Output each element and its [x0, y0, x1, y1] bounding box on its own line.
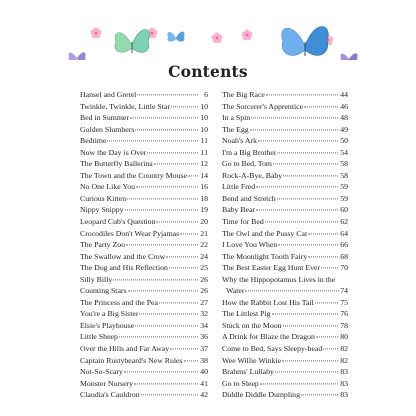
toc-entry: [80, 101, 208, 113]
dot-leader: [251, 117, 338, 118]
dot-leader: [321, 268, 338, 269]
toc-entry: [222, 181, 348, 193]
dot-leader: [134, 383, 198, 384]
dot-leader: [154, 164, 198, 165]
toc-entry-page: 22: [200, 240, 208, 250]
toc-entry-title: Bedtime: [80, 136, 107, 146]
toc-entry: [222, 193, 348, 205]
toc-entry-title: I Love You When: [222, 240, 278, 250]
dot-leader: [159, 302, 198, 303]
toc-entry-page: 74: [340, 286, 348, 296]
toc-entry: [80, 331, 208, 343]
toc-entry-page: 83: [340, 390, 348, 400]
toc-entry-page: 32: [200, 309, 208, 319]
toc-entry: [222, 355, 348, 367]
toc-entry-page: 58: [340, 159, 348, 169]
toc-entry: [80, 239, 208, 251]
toc-entry-page: 26: [200, 274, 208, 284]
toc-entry: [222, 228, 348, 240]
dot-leader: [119, 337, 198, 338]
toc-entry-page: 70: [340, 263, 348, 273]
toc-entry-title: Monster Nursery: [80, 378, 134, 388]
toc-entry: [80, 193, 208, 205]
toc-entry-title: The Butterfly Ballerina: [80, 159, 153, 169]
dot-leader: [128, 291, 198, 292]
toc-entry: [80, 320, 208, 332]
dot-leader: [135, 129, 198, 130]
toc-entry-title: Bed in Summer: [80, 113, 129, 123]
toc-entry-page: 16: [200, 182, 208, 192]
toc-entry: [222, 320, 348, 332]
toc-entry-title: The Town and the Country Mouse: [80, 170, 187, 180]
toc-entry: [222, 158, 348, 170]
toc-entry-page: 25: [200, 263, 208, 273]
toc-entry: [80, 170, 208, 182]
toc-entry-page: 18: [200, 193, 208, 203]
butterfly-icon: [68, 52, 85, 60]
toc-entry-title: Twinkle, Twinkle, Little Star: [80, 101, 170, 111]
toc-entry-page: 60: [340, 205, 348, 215]
toc-entry: [222, 366, 348, 378]
dot-leader: [256, 210, 338, 211]
toc-entry-page: 11: [200, 136, 208, 146]
dot-leader: [188, 175, 198, 176]
flower-icon: [212, 32, 223, 43]
toc-entry-title: Go to Bed, Tom: [222, 159, 272, 169]
toc-entry-title: Now the Day is Over: [80, 147, 147, 157]
toc-entry-page: 6: [204, 90, 208, 99]
toc-entry: [222, 135, 348, 147]
toc-entry-page: 20: [200, 217, 208, 227]
toc-entry-page: 40: [200, 367, 208, 377]
toc-entry: [222, 389, 348, 401]
toc-entry: [80, 147, 208, 159]
toc-entry-title: Silly Billy: [80, 274, 113, 284]
toc-entry-page: 37: [200, 344, 208, 354]
toc-entry: [80, 274, 208, 286]
toc-entry: [80, 135, 208, 147]
toc-entry-page: 42: [200, 390, 208, 400]
toc-entry-title: Noah's Ark: [222, 136, 257, 146]
toc-entry-page: 14: [200, 170, 208, 180]
toc-entry-title: The Moonlight Tooth Fairy: [222, 251, 308, 261]
toc-entry-title: Little Fred: [222, 182, 256, 192]
toc-entry-page: 50: [340, 136, 348, 146]
toc-entry-title: Counting Stars: [80, 286, 127, 296]
toc-entry-page: 78: [340, 320, 348, 330]
toc-entry-title: Leopard Cub's Question: [80, 217, 156, 227]
toc-entry: [222, 170, 348, 182]
toc-entry-title: Why the Hippopotamus Lives in the: [222, 274, 336, 284]
toc-entry-page: 58: [340, 170, 348, 180]
dot-leader: [266, 94, 338, 95]
toc-entry: [80, 389, 208, 401]
toc-entry-page: 80: [340, 332, 348, 342]
toc-entry-page: 75: [340, 297, 348, 307]
toc-entry-title: How the Rabbit Lost His Tail: [222, 297, 314, 307]
toc-entry: [80, 297, 208, 309]
toc-entry: [222, 378, 348, 390]
dot-leader: [258, 141, 338, 142]
toc-entry-page: 46: [340, 101, 348, 111]
dot-leader: [283, 325, 338, 326]
toc-entry-page: 12: [200, 159, 208, 169]
toc-entry-page: 66: [340, 240, 348, 250]
toc-entry-page: 49: [340, 124, 348, 134]
dot-leader: [304, 106, 338, 107]
toc-entry-title: Nippy Snippy: [80, 205, 124, 215]
toc-entry-title: You're a Big Sister: [80, 309, 139, 319]
toc-entry-page: 83: [340, 367, 348, 377]
toc-entry-page: 82: [340, 355, 348, 365]
dot-leader: [130, 117, 198, 118]
toc-entry-page: 41: [200, 378, 208, 388]
dot-leader: [141, 395, 198, 396]
toc-entry-title: Captain Rustybeard's New Rules: [80, 355, 183, 365]
toc-entry: [222, 262, 348, 274]
toc-entry-title: The Big Race: [222, 90, 265, 99]
toc-entry-title: Diddle Diddle Dumpling: [222, 390, 300, 400]
dot-leader: [256, 187, 338, 188]
dot-leader: [180, 233, 198, 234]
toc-entry: [80, 343, 208, 355]
toc-entry-page: 26: [200, 286, 208, 296]
toc-entry-title: The Party Zoo: [80, 240, 126, 250]
toc-entry-page: 44: [340, 90, 348, 99]
dot-leader: [169, 268, 198, 269]
dot-leader: [315, 302, 338, 303]
butterfly-icon: [282, 27, 328, 57]
toc-entry-page: 54: [340, 147, 348, 157]
toc-entry-title: The Littlest Pig: [222, 309, 271, 319]
toc-entry: [80, 285, 208, 297]
toc-entry: [80, 204, 208, 216]
dot-leader: [127, 198, 198, 199]
dot-leader: [125, 210, 198, 211]
toc-entry-title-continued: Water: [226, 286, 245, 296]
toc-entry-title: The Best Easter Egg Hunt Ever: [222, 263, 321, 273]
toc-entry-title: Time for Bed: [222, 217, 264, 227]
dot-leader: [171, 106, 198, 107]
dot-leader: [278, 245, 338, 246]
flower-icon: [242, 29, 253, 40]
toc-entry: [80, 355, 208, 367]
dot-leader: [275, 372, 338, 373]
toc-entry-title: Wee Willie Winkie: [222, 355, 282, 365]
toc-entry-title: Crocodiles Don't Wear Pyjamas: [80, 228, 180, 238]
toc-entry-title: Little Sheep: [80, 332, 118, 342]
toc-entry-page: 10: [200, 101, 208, 111]
toc-entry-page: 19: [200, 205, 208, 215]
dot-leader: [113, 279, 198, 280]
dot-leader: [139, 314, 198, 315]
toc-entry-title: Elsie's Playhouse: [80, 320, 135, 330]
dot-leader: [147, 152, 198, 153]
butterfly-icon: [168, 31, 185, 41]
toc-entry-title: Golden Slumbers: [80, 124, 135, 134]
toc-entry-page: 76: [340, 309, 348, 319]
contents-left-column: [80, 89, 208, 401]
toc-entry-page: 38: [200, 355, 208, 365]
toc-entry: [222, 331, 348, 343]
contents-right-column: [222, 89, 348, 401]
toc-entry: [80, 158, 208, 170]
dot-leader: [250, 129, 338, 130]
decorative-header: [0, 0, 416, 60]
toc-entry: [222, 124, 348, 136]
toc-entry-title: The Princess and the Pea: [80, 297, 158, 307]
toc-entry: [80, 262, 208, 274]
toc-entry-title: Rock-A-Bye, Baby: [222, 170, 283, 180]
toc-entry: [222, 308, 348, 320]
toc-entry: [80, 308, 208, 320]
toc-entry-page: 10: [200, 113, 208, 123]
toc-entry-page: 64: [340, 228, 348, 238]
toc-entry-page: 10: [200, 124, 208, 134]
dot-leader: [282, 360, 338, 361]
toc-entry: [80, 251, 208, 263]
toc-entry: [80, 228, 208, 240]
toc-entry-title: The Sorcerer's Apprentice: [222, 101, 304, 111]
toc-entry-title: Bend and Stretch: [222, 193, 276, 203]
toc-entry-page: 27: [200, 297, 208, 307]
dot-leader: [135, 325, 198, 326]
toc-entry: [222, 239, 348, 251]
dot-leader: [245, 291, 339, 292]
toc-entry-title: The Egg: [222, 124, 249, 134]
toc-entry: [222, 112, 348, 124]
toc-entry-title: Hansel and Gretel: [80, 90, 137, 99]
toc-entry-page: 83: [340, 378, 348, 388]
toc-entry-title: The Swallow and the Crow: [80, 251, 166, 261]
toc-entry: [80, 181, 208, 193]
toc-entry-title: Stuck on the Moon: [222, 320, 282, 330]
toc-entry: [222, 89, 348, 101]
toc-entry: [80, 89, 208, 101]
dot-leader: [273, 164, 338, 165]
toc-entry: [222, 216, 348, 228]
dot-leader: [277, 198, 338, 199]
toc-entry-page: 11: [200, 147, 208, 157]
dot-leader: [107, 141, 198, 142]
dot-leader: [308, 256, 338, 257]
toc-entry: [80, 216, 208, 228]
toc-entry-title: The Owl and the Pussy Cat: [222, 228, 308, 238]
toc-entry-title: No One Like You: [80, 182, 136, 192]
flower-icon: [91, 27, 102, 38]
toc-entry: [80, 112, 208, 124]
toc-entry-page: 62: [340, 217, 348, 227]
toc-entry-page: 24: [200, 251, 208, 261]
dot-leader: [283, 175, 338, 176]
toc-entry-title: Claudia's Cauldron: [80, 390, 140, 400]
dot-leader: [308, 233, 338, 234]
toc-entry: [222, 147, 348, 159]
dot-leader: [156, 221, 198, 222]
toc-entry: [222, 343, 348, 355]
toc-entry: [222, 101, 348, 113]
toc-entry-page: 68: [340, 251, 348, 261]
butterfly-icon: [340, 53, 357, 60]
butterfly-icon: [115, 30, 149, 54]
toc-entry-page: 59: [340, 193, 348, 203]
dot-leader: [301, 395, 338, 396]
toc-entry-title: A Drink for Blaze the Dragon: [222, 332, 315, 342]
toc-entry-title: Not-So-Scary: [80, 367, 123, 377]
toc-entry-title: Baby Bear: [222, 205, 256, 215]
toc-entry: [80, 124, 208, 136]
dot-leader: [137, 94, 198, 95]
dot-leader: [124, 372, 198, 373]
toc-entry-title: Go to Sleep: [222, 378, 259, 388]
page-title: Contents: [168, 62, 248, 81]
dot-leader: [136, 187, 198, 188]
toc-entry-title: The Dog and His Reflection: [80, 263, 168, 273]
toc-entry-title: Curious Kitten: [80, 193, 127, 203]
dot-leader: [323, 348, 338, 349]
toc-entry: [222, 297, 348, 309]
dot-leader: [184, 360, 198, 361]
dot-leader: [126, 245, 198, 246]
toc-entry-page: 82: [340, 344, 348, 354]
dot-leader: [166, 256, 198, 257]
dot-leader: [170, 348, 198, 349]
toc-entry-page: 36: [200, 332, 208, 342]
toc-entry: [80, 366, 208, 378]
dot-leader: [316, 337, 338, 338]
dot-leader: [272, 314, 338, 315]
toc-entry-title: In a Spin: [222, 113, 251, 123]
toc-entry: [222, 274, 348, 297]
toc-entry-title: Over the Hills and Far Away: [80, 344, 170, 354]
toc-entry: [222, 204, 348, 216]
toc-entry-title: I'm a Big Brother: [222, 147, 277, 157]
toc-entry: [80, 378, 208, 390]
dot-leader: [265, 221, 338, 222]
toc-entry-page: 34: [200, 320, 208, 330]
toc-entry-page: 59: [340, 182, 348, 192]
dot-leader: [260, 383, 338, 384]
toc-entry-page: 48: [340, 113, 348, 123]
toc-entry-page: 21: [200, 228, 208, 238]
dot-leader: [277, 152, 338, 153]
toc-entry: [222, 251, 348, 263]
toc-entry-title: Come to Bed, Says Sleepy-head: [222, 344, 323, 354]
toc-entry-title: Brahms' Lullaby: [222, 367, 274, 377]
